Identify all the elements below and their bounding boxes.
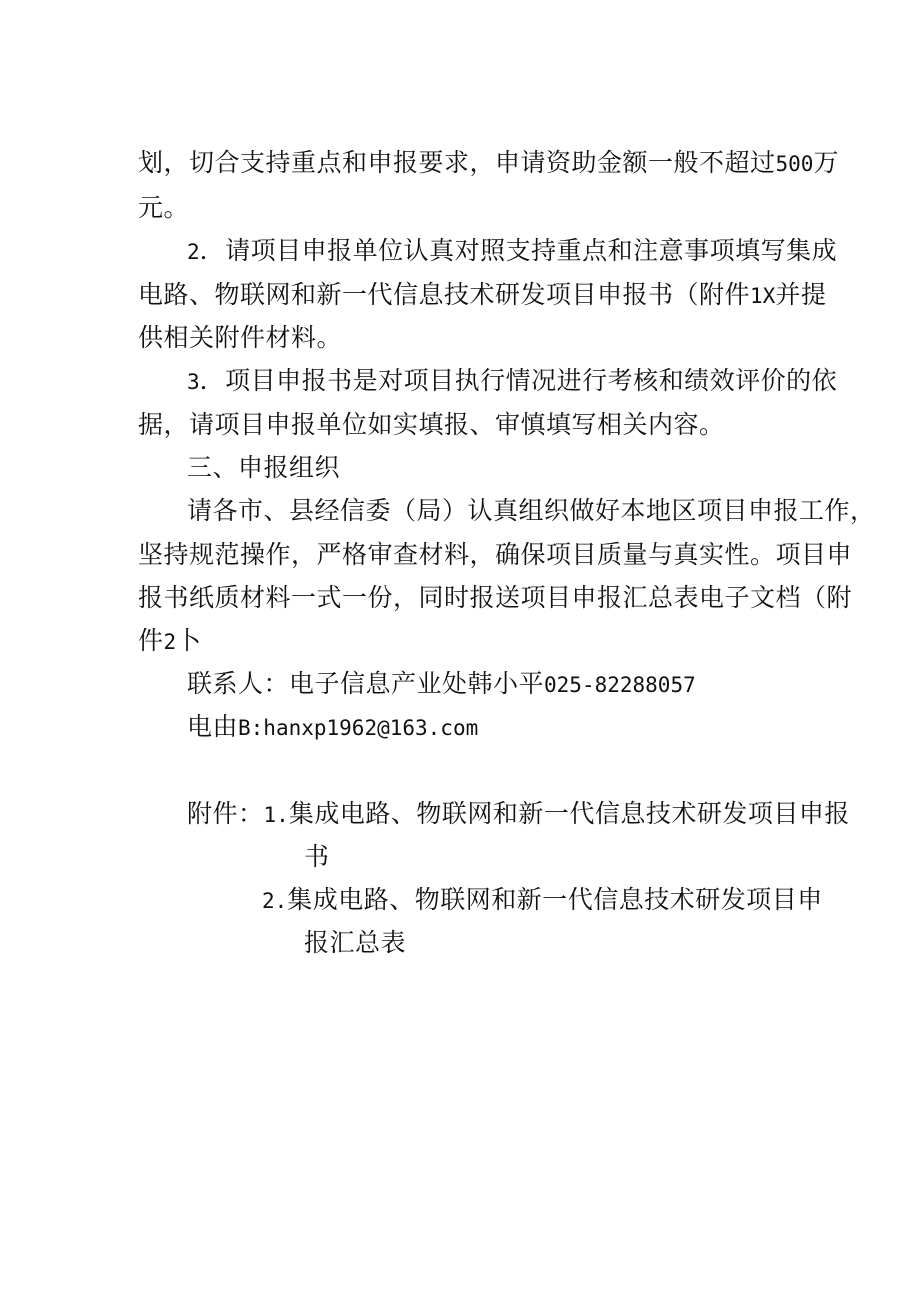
paragraph-line: [138, 540, 852, 570]
attachment-number: 2.: [262, 889, 288, 913]
attachments-label: 附件：: [187, 799, 264, 828]
contact-line: [187, 669, 696, 700]
text-segment: 坚持规范操作，严格审查材料，确保项目质量与真实性。项目申: [138, 540, 853, 569]
paragraph-line: [138, 583, 852, 613]
text-segment: 卜: [176, 626, 202, 655]
text-segment: 并提: [775, 280, 827, 309]
attachment-title: 书: [304, 842, 330, 871]
paragraph-line: [138, 626, 202, 657]
attachment-title: 集成电路、物联网和新一代信息技术研发项目申: [287, 885, 823, 914]
section-heading-text: 三、申报组织: [187, 453, 341, 482]
paragraph-line: [138, 280, 826, 311]
text-segment: 据，请项目申报单位如实填报、审慎填写相关内容。: [138, 410, 725, 439]
email-line: [187, 712, 478, 743]
contact-email: B:hanxp1962@163.com: [238, 716, 479, 740]
attachment-2-continued: [304, 928, 406, 958]
paragraph-line: [138, 410, 725, 440]
attachment-ref: 1X: [750, 284, 776, 308]
list-item-2: [187, 236, 837, 267]
text-segment: 划，切合支持重点和申报要求，申请资助金额一般不超过: [138, 148, 776, 177]
paragraph-line: [138, 323, 342, 353]
attachment-2: [262, 885, 823, 916]
text-segment: 报书纸质材料一式一份，同时报送项目申报汇总表电子文档（附: [138, 583, 853, 612]
attachment-title: 报汇总表: [304, 928, 407, 957]
item-number: 3: [187, 370, 200, 394]
list-item-3: [187, 366, 837, 397]
text-segment: 件: [138, 626, 164, 655]
paragraph-line: [138, 193, 189, 223]
text-segment: 万: [813, 148, 839, 177]
text-segment: 电路、物联网和新一代信息技术研发项目申报书（附件: [138, 280, 751, 309]
contact-phone: 025-82288057: [544, 673, 696, 697]
attachment-1-continued: [304, 842, 330, 872]
item-number: 2: [187, 240, 200, 264]
text-segment: ．请项目申报单位认真对照支持重点和注意事项填写集成: [199, 236, 838, 265]
attachment-number: 1.: [263, 803, 289, 827]
paragraph-line: [138, 148, 839, 179]
email-label: 电由: [187, 712, 239, 741]
text-segment: 供相关附件材料。: [138, 323, 343, 352]
attachment-ref: 2: [163, 630, 177, 654]
paragraph-line: [187, 496, 876, 526]
text-segment: ．项目申报书是对项目执行情况进行考核和绩效评价的依: [199, 366, 838, 395]
contact-label: 联系人：电子信息产业处韩小平: [187, 669, 545, 698]
amount-number: 500: [775, 152, 814, 176]
attachment-1: [187, 799, 850, 830]
text-segment: 元。: [138, 193, 190, 222]
text-segment: 请各市、县经信委（局）认真组织做好本地区项目申报工作，: [187, 496, 876, 525]
section-heading: [187, 453, 340, 483]
attachment-title: 集成电路、物联网和新一代信息技术研发项目申报: [288, 799, 850, 828]
